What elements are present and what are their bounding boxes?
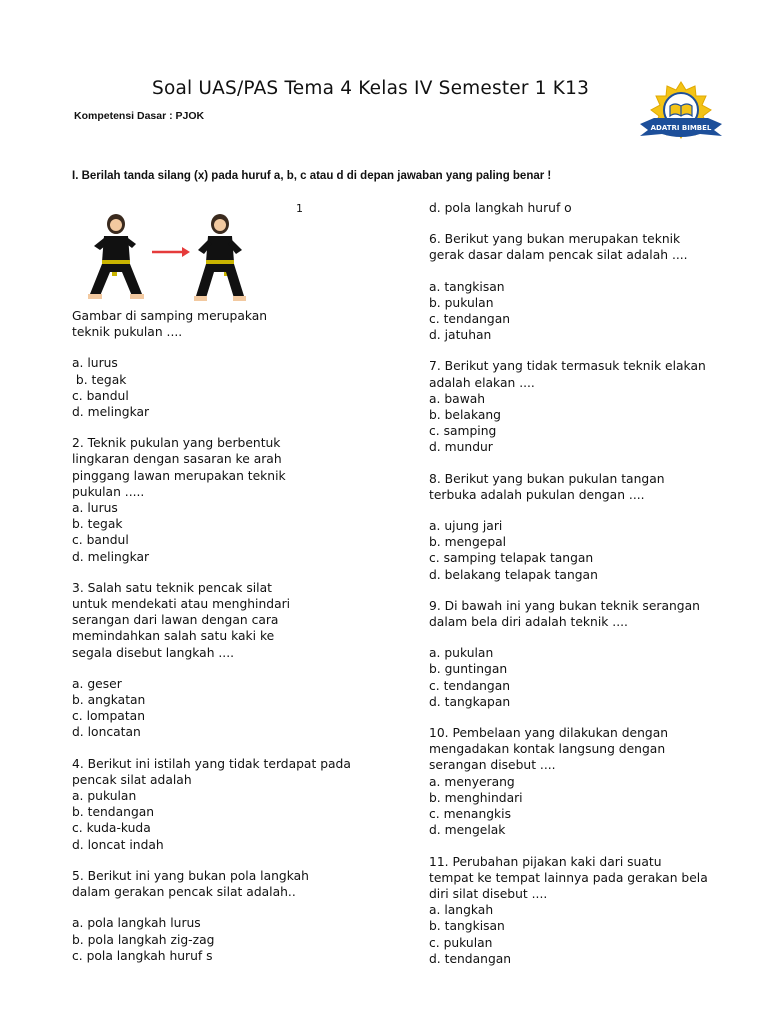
- option-d: d. belakang telapak tangan: [429, 567, 598, 582]
- question-text: 9. Di bawah ini yang bukan teknik serangan dalam bela diri adalah teknik ....: [429, 598, 700, 630]
- option-d: d. loncatan: [72, 725, 141, 740]
- question-5: [72, 868, 402, 964]
- question-text: 4. Berikut ini istilah yang tidak terdapat pada pencak silat adalah: [72, 756, 351, 787]
- option-d: d. mengelak: [429, 823, 506, 838]
- option-a: a. ujung jari: [429, 519, 503, 534]
- question-6: [429, 231, 759, 343]
- question-10: [429, 725, 759, 838]
- question-text: 7. Berikut yang tidak termasuk teknik elakan adalah elakan ....: [429, 359, 706, 390]
- option-c: c. bandul: [72, 388, 129, 403]
- question-text: 8. Berikut yang bukan pukulan tangan terbuka adalah pukulan dengan ....: [429, 471, 665, 502]
- option-a: a. langkah: [429, 903, 494, 918]
- option-a: a. lurus: [72, 356, 118, 371]
- option-d: d. melingkar: [72, 405, 150, 420]
- option-d: d. pola langkah huruf o: [429, 201, 572, 215]
- kompetensi-dasar: Kompetensi Dasar : PJOK: [74, 110, 205, 122]
- question-text: 2. Teknik pukulan yang berbentuk lingkaran dengan sasaran ke arah pinggang lawan merupakan teknik pukulan .....: [72, 436, 286, 499]
- option-b: b. pukulan: [429, 295, 494, 310]
- option-c: c. kuda-kuda: [72, 821, 151, 836]
- option-a: a. menyerang: [429, 774, 515, 789]
- left-column: [72, 308, 402, 964]
- option-b: b. belakang: [429, 408, 501, 423]
- option-c: c. samping: [429, 424, 497, 439]
- question-text: Gambar di samping merupakan teknik pukulan ....: [72, 309, 268, 340]
- option-b: b. mengepal: [429, 535, 507, 550]
- option-d: d. loncat indah: [72, 837, 164, 852]
- option-d: d. mundur: [429, 440, 493, 455]
- option-c: c. lompatan: [72, 709, 145, 724]
- option-d: d. jatuhan: [429, 328, 492, 343]
- option-c: c. tendangan: [429, 312, 511, 327]
- option-a: a. pukulan: [429, 646, 494, 661]
- logo-ribbon: [640, 118, 722, 137]
- question-text: 10. Pembelaan yang dilakukan dengan mengadakan kontak langsung dengan serangan disebut ....: [429, 726, 669, 773]
- question-1-number: 1: [296, 202, 303, 215]
- option-b: b. pola langkah zig-zag: [72, 932, 215, 947]
- question-text: 5. Berikut ini yang bukan pola langkah dalam gerakan pencak silat adalah..: [72, 868, 309, 900]
- arrow-right-icon: [152, 247, 190, 257]
- question-3: [72, 580, 402, 741]
- right-column: [429, 200, 759, 967]
- adatri-bimbel-logo: [634, 78, 728, 146]
- option-b: b. tegak: [72, 372, 127, 387]
- option-c: c. menangkis: [429, 807, 511, 822]
- option-c: c. samping telapak tangan: [429, 551, 594, 566]
- option-d: d. tendangan: [429, 951, 512, 966]
- option-a: a. pola langkah lurus: [72, 916, 201, 931]
- question-text: 3. Salah satu teknik pencak silat untuk mendekati atau menghindari serangan dari lawan dengan cara memindahkan salah satu kaki ke segala disebut langkah ....: [72, 580, 291, 660]
- question-7: [429, 358, 759, 455]
- option-d: d. tangkapan: [429, 694, 511, 709]
- instruction: I. Berilah tanda silang (x) pada huruf a, b, c atau d di depan jawaban yang paling benar !: [72, 170, 552, 182]
- page-title: Soal UAS/PAS Tema 4 Kelas IV Semester 1 K13: [152, 78, 590, 99]
- option-d: d. melingkar: [72, 549, 150, 564]
- silat-figure-left: [88, 214, 144, 299]
- option-c: c. tendangan: [429, 678, 511, 693]
- option-c: c. bandul: [72, 533, 129, 548]
- question-4: [72, 756, 402, 853]
- question-1: [72, 308, 402, 420]
- option-b: b. menghindari: [429, 790, 523, 805]
- question-text: 11. Perubahan pijakan kaki dari suatu tempat ke tempat lainnya pada gerakan bela diri silat disebut ....: [429, 854, 708, 901]
- question-11: [429, 854, 759, 967]
- option-a: a. lurus: [72, 501, 118, 516]
- option-b: b. angkatan: [72, 693, 146, 708]
- question-9: [429, 598, 759, 710]
- option-a: a. bawah: [429, 391, 486, 406]
- question-text: 6. Berikut yang bukan merupakan teknik gerak dasar dalam pencak silat adalah ....: [429, 232, 688, 263]
- option-b: b. tangkisan: [429, 919, 505, 934]
- question-8: [429, 471, 759, 583]
- option-b: b. tendangan: [72, 805, 155, 820]
- option-c: c. pukulan: [429, 935, 493, 950]
- option-b: b. tegak: [72, 517, 123, 532]
- option-a: a. pukulan: [72, 789, 137, 804]
- question-2: [72, 435, 402, 565]
- option-c: c. pola langkah huruf s: [72, 948, 213, 963]
- option-b: b. guntingan: [429, 662, 508, 677]
- logo-text: ADATRI BIMBEL: [650, 124, 712, 132]
- option-a: a. tangkisan: [429, 279, 505, 294]
- silat-figure-illustration: [86, 212, 254, 308]
- silat-figure-right: [194, 214, 246, 301]
- option-a: a. geser: [72, 676, 122, 691]
